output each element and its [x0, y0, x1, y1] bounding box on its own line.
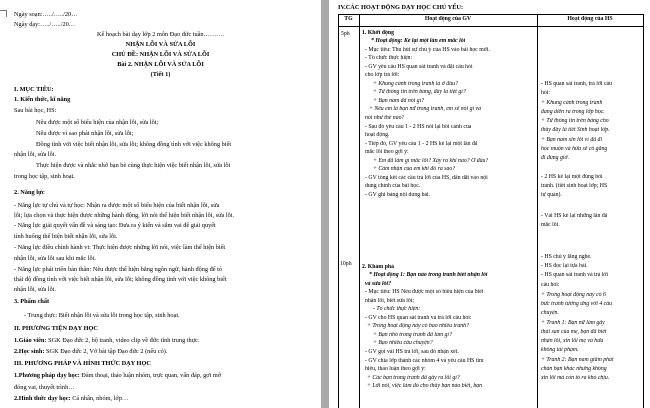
teacher-activity-line: nhận lỗi, biết sửa lỗi; [365, 298, 415, 304]
left-page [0, 0, 321, 408]
student-activity-line: + Bạn nam xin lỗi vì đã đi [541, 137, 603, 143]
student-activity-line: + Từ thông tin trên bảng cho [541, 118, 609, 124]
text-line: Đồng tình với việc biết nhận lỗi, sửa lỗi; không đồng tình với việc không biết [36, 141, 232, 148]
text-line: lỗi; lựa chọn và thực hiện được những hành động, lời nói thể hiện biết nhận lỗi, sửa lỗi. [14, 212, 235, 219]
table-col-divider [359, 14, 360, 408]
teacher-materials [14, 337, 200, 345]
teacher-activity-line: 1. Khởi động [362, 30, 395, 36]
teacher-activity-line: + Khung cảnh trong tranh là ở đâu? [373, 81, 458, 87]
student-activity-line: câu hỏi: [541, 282, 560, 288]
teacher-activity-line: + Các bạn trong tranh đã gây ra lỗi gì? [367, 375, 460, 381]
text-line: - Trung thực: Biết nhận lỗi và sửa lỗi trong học tập, sinh hoạt. [24, 312, 180, 319]
text-line: tình huống thể hiện biết nhận lỗi, sửa lỗi. [14, 233, 118, 240]
topic-title: CHỦ ĐỀ: NHẬN LỖI VÀ SỬA LỖI [111, 51, 210, 58]
teacher-materials-label: 1.Giáo viên: [14, 337, 47, 344]
teacher-activity-line: - Mục tiêu: HS Nêu được một số biểu hiện của biết [365, 289, 484, 295]
teacher-activity-line: nói như thế nào? [365, 115, 405, 121]
student-activity-line: thấy đây là tiết Sinh hoạt lớp. [541, 127, 610, 133]
doc-title: NHẬN LỖI VÀ SỬA LỖI [125, 41, 196, 48]
text-line: Nêu được một số biểu hiện của nhận lỗi, sửa lỗi; [36, 119, 159, 126]
teacher-activity-line: hoạt động. [365, 132, 390, 138]
teacher-activity-line: + Bạo nhiêu câu chuyện? [373, 340, 433, 346]
activities-heading: IV.CÁC HOẠT ĐỘNG DẠY HỌC CHỦ YẾU: [338, 4, 464, 11]
table-border-right [643, 14, 644, 408]
forms-line [14, 395, 128, 403]
teacher-activity-line: 2. Khám phá [362, 264, 395, 270]
table-border-top [338, 14, 644, 15]
student-activity-line: học muộn và hứa sẽ cố gắng [541, 146, 608, 152]
student-activity-line: - Vài HS kể lại những lần đã [541, 213, 608, 219]
time-cell: 10ph [340, 261, 352, 267]
text-line: trong học tập, sinh hoạt. [14, 173, 75, 180]
date-line-2: Ngày dạy:…../…../20… [14, 21, 76, 28]
table-border-left [338, 14, 339, 408]
student-activity-line: + Tranh 1: Bạn nữ làm gãy [541, 320, 605, 326]
text-line: Sau bài học, HS: [14, 107, 57, 114]
student-activity-line: tự quản). [541, 192, 562, 198]
right-page [329, 0, 650, 408]
teacher-materials-text: SGK Đạo đức 2, bộ tranh, video clip về đức tính trung thực. [46, 337, 200, 344]
student-activity-line: - HS chú ý lắng nghe. [541, 254, 592, 260]
teacher-activity-line: - Tổ chức thực hiện: [365, 55, 413, 61]
teacher-activity-line: và sửa lỗi? [365, 281, 392, 287]
subsection-qualities: 3. Phẩm chất [14, 298, 50, 305]
methods-line [14, 372, 221, 380]
student-activity-line: - HS quan sát tranh và trả lời [541, 272, 608, 278]
teacher-activity-line: mắc lỗi theo gợi ý: [365, 149, 409, 155]
student-activity-line: - HS quan sát tranh, trả lời câu [541, 81, 612, 87]
section-objectives: I. MỤC TIÊU: [14, 86, 54, 93]
student-activity-line: nhận lỗi, xin lỗi mẹ và hứa [541, 338, 604, 344]
text-line: nhận lỗi, sửa lỗi. [14, 286, 57, 293]
student-activity-line: - HS đọc lại tựa bài. [541, 263, 588, 269]
teacher-activity-line: hiểu, thảo luận theo gợi ý: [365, 366, 426, 372]
teacher-activity-line: - Tổ chức thực hiện: [373, 306, 421, 312]
teacher-activity-line: - GV ghi bảng nội dung bài. [365, 192, 431, 198]
period-title: (Tiết 1) [150, 71, 171, 78]
text-line: - Năng lực phát triển bản thân: Nêu được thế hiện bằng ngôn ngữ, hành động để tỏ [14, 266, 223, 273]
text-line: nhận lỗi, sửa lỗi sau khi mắc lỗi. [14, 255, 96, 262]
teacher-activity-line: * Hoạt động 1: Bạn nào trong tranh biết nhận lỗi [369, 272, 488, 278]
text-line: Thực hiện được và nhắc nhở bạn bè cùng thực hiện việc biết nhận lỗi, sửa lỗi [36, 162, 231, 169]
text-line: thái độ đồng tình với việc biết nhận lỗi, sửa lỗi; không đồng tình với việc không biết [14, 276, 227, 283]
student-activity-line: thái sạn của mẹ, bạn đã biết [541, 329, 607, 335]
text-line: - Năng lực điều chỉnh hành vi: Thực hiện được những lời nói, việc làm thể hiện biết [14, 244, 226, 251]
teacher-activity-line: * Hoạt động: Kể lại một lần em mắc lỗi [371, 38, 466, 44]
col-header-hs: Hoạt động của HS [567, 16, 613, 22]
student-activity-line: xin lỗi mà còn tỏ ra khó chịu. [541, 375, 610, 381]
teacher-activity-line: + Lời nói, việc làm đó cho thấy bạn nào biết, bạn [367, 383, 483, 389]
text-line: Nêu được vì sao phải nhận lỗi, sửa lỗi; [36, 130, 134, 137]
section-materials: II. PHƯƠNG TIỆN DẠY HỌC [14, 325, 98, 332]
student-activity-line: không tái phạm. [541, 347, 579, 353]
col-header-tg: TG [344, 16, 353, 22]
student-materials [14, 348, 167, 356]
subsection-knowledge: 1. Kiến thức, kĩ năng [14, 96, 71, 103]
methods-label: 1.Phương pháp dạy học: [14, 372, 80, 379]
student-activity-line: đang diễn ra trong lớp học. [541, 109, 605, 115]
teacher-activity-line: - Mục tiêu: Thu hút sự chú ý của HS vào bài học mới. [365, 47, 490, 53]
student-activity-line: - 2 HS kể lại một đúng bối [541, 174, 603, 180]
teacher-activity-line: + Em đã làm gì mắc lỗi? Xảy ra khi nào? Ở đâu? [373, 158, 489, 164]
text-line: - Năng lực tự chủ và tự học: Nhận ra được một số biểu hiện của biết nhận lỗi, sửa [14, 202, 220, 209]
student-activity-line: chân bạn khác nhưng không [541, 366, 607, 372]
student-activity-line: đi đúng giờ. [541, 155, 570, 161]
text-line: - Năng lực giải quyết vấn đề và sáng tạo: Đưa ra ý kiến và sắm vai để giải quyết [14, 222, 216, 229]
plan-line: Kế hoạch bài dạy lớp 2 môn Đạo đức tuần………. [96, 31, 225, 38]
student-activity-line: mắc lỗi. [541, 222, 560, 228]
teacher-activity-line: dung chính của bài học. [365, 183, 421, 189]
teacher-activity-line: + Trong hoạt động này có bao nhiêu tranh? [367, 323, 469, 329]
teacher-activity-line: + Bạn nam đã nói gì? [373, 98, 425, 104]
teacher-activity-line: + Bạn nhỏ trong tranh đã làm gì? [373, 332, 452, 338]
teacher-activity-line: - Tiếp đó, GV yêu cầu 1 - 2 HS kể lại một lần đã [365, 141, 478, 147]
teacher-activity-line: - GV chia lớp thành các nhóm 4 và yêu cầu HS tìm [365, 358, 484, 364]
teacher-activity-line: cho lớp trả lời: [365, 72, 400, 78]
student-materials-text: SGK Đạo đức 2, Vở bài tập Đạo đức 2 (nếu có). [44, 348, 168, 355]
activities-table [338, 14, 644, 408]
teacher-activity-line: - GV yêu cầu HS quan sát tranh và đặt câu hỏi [365, 64, 473, 70]
time-cell: 5ph [341, 31, 350, 37]
student-activity-line: + Trong hoạt động này có 6 [541, 292, 606, 298]
section-methods: III. PHƯƠNG PHÁP VÀ HÌNH THỨC DẠY HỌC [14, 360, 151, 367]
student-activity-line: + Tranh 2: Bạn nam giẫm phải [541, 357, 614, 363]
table-header-divider [338, 26, 644, 27]
lesson-title: Bài 2. NHẬN LỖI VÀ SỬA LỖI [117, 61, 204, 68]
student-activity-line: chuyện. [541, 310, 559, 316]
text-line: đóng vai, thuyết trình… [14, 384, 75, 391]
teacher-activity-line: - Sau đó yêu cầu 1 - 2 HS nói lại bối cảnh của [365, 124, 472, 130]
subsection-competence: 2. Năng lực [14, 189, 45, 196]
table-col-divider [537, 14, 538, 408]
methods-text: Đàm thoại, thảo luận nhóm, trực quan, vấn đáp, gợi mở [79, 372, 222, 379]
teacher-activity-line: + Cảm nhận của em khi đó ra sao? [373, 166, 456, 172]
text-line: nhận lỗi, sửa lỗi. [14, 151, 57, 158]
teacher-activity-line: + Từ thông tin trên bảng, đây là tiết gì? [373, 89, 466, 95]
teacher-activity-line: - GV cho HS quan sát tranh và trả lời câu hỏi: [365, 315, 472, 321]
teacher-activity-line: - GV gọi vài HS trả lời, sau đó nhận xét. [365, 349, 459, 355]
forms-text: Cá nhân, nhóm, lớp… [70, 395, 129, 402]
col-header-gv: Hoạt động của GV [424, 16, 472, 22]
student-activity-line: + Khung cảnh trong tranh [541, 100, 603, 106]
student-activity-line: bức tranh tương ứng với 4 câu [541, 301, 613, 307]
student-activity-line: tranh. (tiết sinh hoạt lớp; HS [541, 183, 608, 189]
teacher-activity-line: - GV tổng kết các câu trả lời của HS, dẫn dắt vào nội [365, 175, 488, 181]
teacher-activity-line: + Nếu em là bạn nữ trong tranh, em sẽ nói gì và [369, 106, 481, 112]
date-line: Ngày soạn:…../…../20… [14, 11, 78, 18]
page-corner-mark [0, 10, 7, 17]
student-activity-line: hỏi: [541, 90, 551, 96]
forms-label: 2.Hình thức dạy học: [14, 395, 71, 402]
student-materials-label: 2.Học sinh: [14, 348, 45, 355]
